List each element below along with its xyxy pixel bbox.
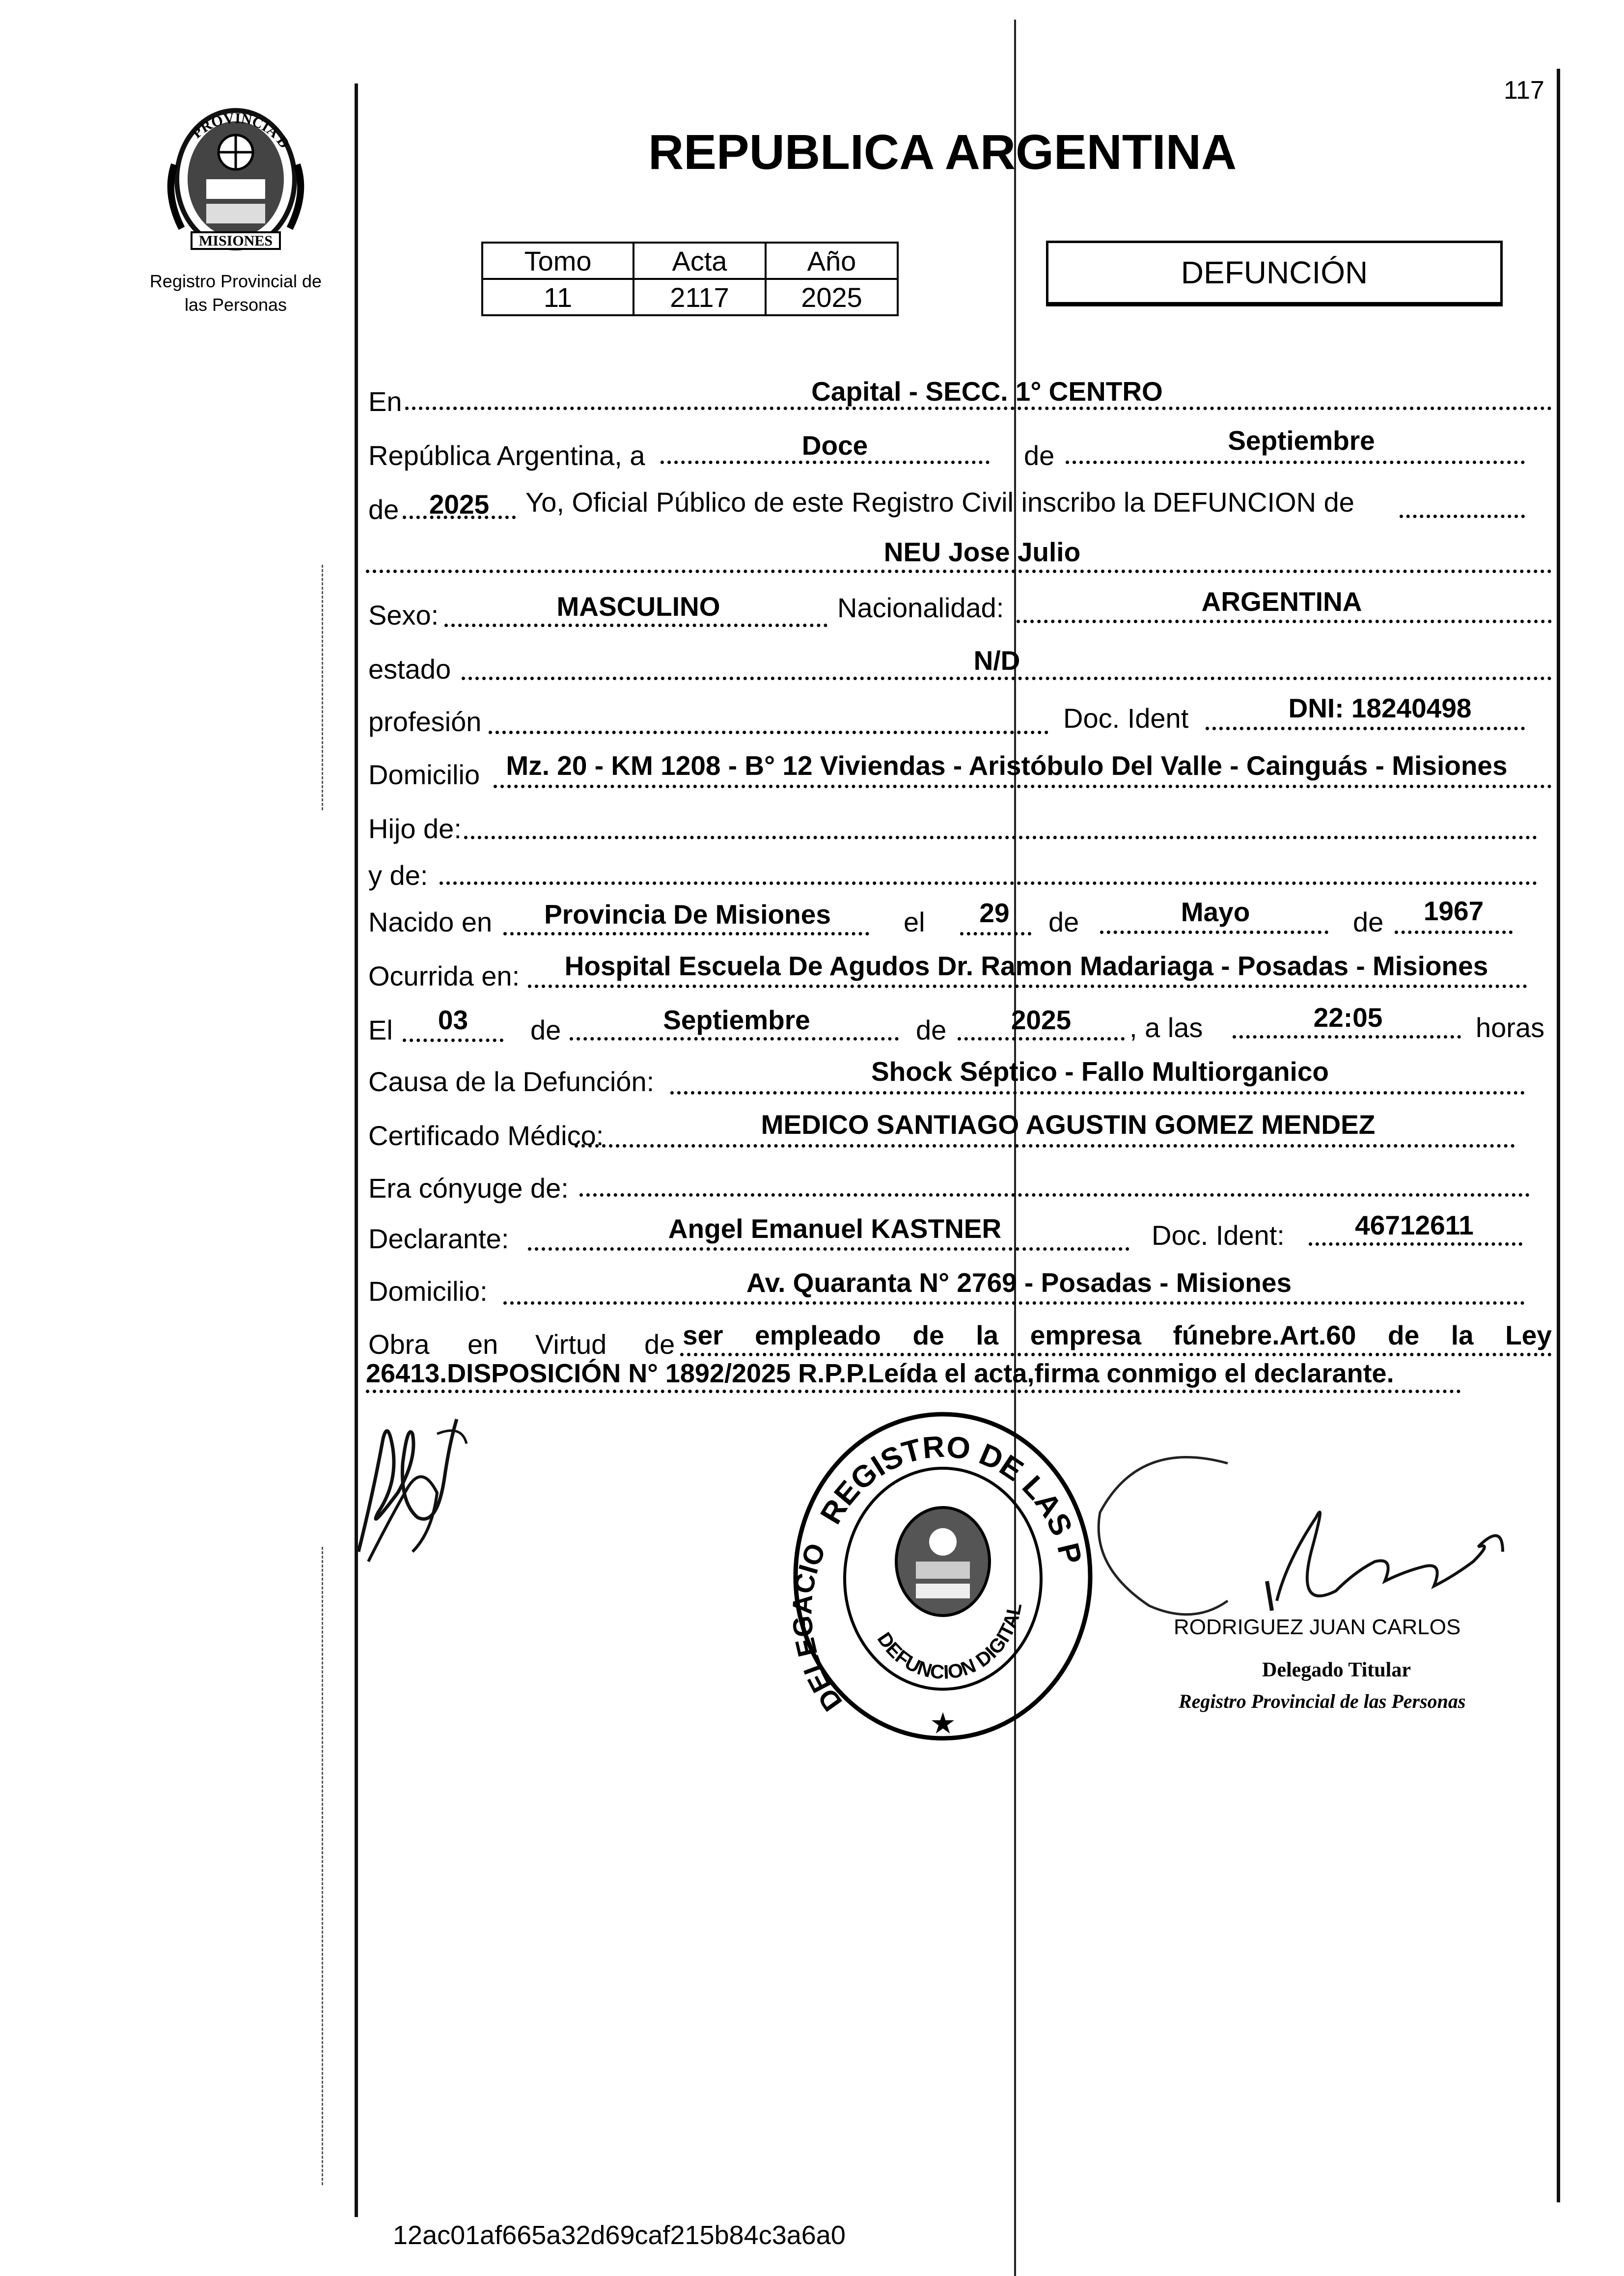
margin-mark bbox=[322, 565, 323, 810]
label-nacionalidad: Nacionalidad: bbox=[837, 592, 1004, 623]
label-declarante: Declarante: bbox=[368, 1223, 509, 1254]
field-line bbox=[958, 1037, 1125, 1041]
field-domicilio: Mz. 20 - KM 1208 - B° 12 Viviendas - Aristóbulo Del Valle - Cainguás - Misiones bbox=[506, 750, 1508, 781]
field-declarante-doc: 46712611 bbox=[1355, 1210, 1474, 1240]
label-intro: Yo, Oficial Público de este Registro Civil inscribo la DEFUNCION de bbox=[525, 487, 1354, 518]
label-certificado: Certificado Médico: bbox=[368, 1120, 604, 1151]
field-line bbox=[1400, 515, 1525, 518]
field-declarante: Angel Emanuel KASTNER bbox=[668, 1213, 1002, 1244]
ref-value-anio: 2025 bbox=[766, 279, 898, 315]
seal-bottom-text: MISIONES bbox=[198, 233, 273, 249]
field-line bbox=[1395, 931, 1513, 934]
field-obra-line2: 26413.DISPOSICIÓN N° 1892/2025 R.P.P.Leída el acta,firma conmigo el declarante. bbox=[366, 1359, 1394, 1388]
field-line bbox=[403, 1039, 503, 1042]
page-title: REPUBLICA ARGENTINA bbox=[648, 125, 1237, 180]
label-virtud: Virtud bbox=[535, 1329, 607, 1360]
reference-table bbox=[481, 242, 899, 316]
label-el-fecha: El bbox=[368, 1015, 393, 1045]
document-type-box bbox=[1046, 241, 1503, 306]
field-lugar: Capital - SECC. 1° CENTRO bbox=[811, 376, 1163, 407]
officer-name: RODRIGUEZ JUAN CARLOS bbox=[1174, 1615, 1461, 1639]
field-line bbox=[503, 1301, 1525, 1305]
label-de-nac-anio: de bbox=[1353, 906, 1384, 937]
right-margin-rule bbox=[1557, 69, 1560, 2202]
org-name-line2: las Personas bbox=[184, 295, 287, 315]
field-line bbox=[528, 1247, 1129, 1251]
field-line bbox=[960, 932, 1031, 935]
seal-top-text: PROVINCIA D bbox=[189, 110, 293, 152]
field-certificado: MEDICO SANTIAGO AGUSTIN GOMEZ MENDEZ bbox=[761, 1109, 1376, 1140]
page-number: 117 bbox=[1504, 76, 1544, 105]
field-declarante-domicilio: Av. Quaranta N° 2769 - Posadas - Misiones bbox=[746, 1267, 1292, 1298]
field-line bbox=[503, 932, 869, 935]
field-nac-dia: 29 bbox=[979, 898, 1010, 928]
officer-signature bbox=[1080, 1424, 1522, 1679]
label-profesion: profesión bbox=[368, 706, 482, 737]
field-sexo: MASCULINO bbox=[556, 591, 720, 622]
label-en: En bbox=[368, 386, 402, 417]
field-line bbox=[1017, 620, 1552, 623]
field-line bbox=[570, 1037, 899, 1041]
field-def-mes: Septiembre bbox=[663, 1005, 810, 1035]
field-line bbox=[1206, 727, 1525, 730]
label-el: el bbox=[904, 906, 925, 937]
stamp-ring-top: REGISTRO DE LAS P bbox=[814, 1429, 1088, 1568]
label-republica: República Argentina, a bbox=[368, 440, 645, 471]
field-line bbox=[464, 836, 1537, 839]
field-line bbox=[1100, 931, 1328, 934]
field-dni: DNI: 18240498 bbox=[1288, 693, 1472, 723]
field-line bbox=[1066, 461, 1525, 464]
field-nacionalidad: ARGENTINA bbox=[1201, 586, 1362, 617]
label-a-las: , a las bbox=[1129, 1012, 1203, 1043]
stamp-inner-text: DEFUNCION DIGITAL bbox=[873, 1601, 1026, 1684]
document-type: DEFUNCIÓN bbox=[1181, 255, 1368, 290]
field-line bbox=[528, 985, 1527, 988]
official-stamp bbox=[786, 1404, 1100, 1748]
label-nacido-en: Nacido en bbox=[368, 906, 493, 937]
label-doc-ident: Doc. Ident bbox=[1063, 703, 1189, 734]
field-line bbox=[440, 881, 1537, 885]
label-hijo-de: Hijo de: bbox=[368, 813, 462, 844]
margin-mark bbox=[322, 1547, 323, 2185]
officer-org: Registro Provincial de las Personas bbox=[1179, 1690, 1466, 1712]
field-line bbox=[405, 407, 1552, 410]
ref-value-tomo: 11 bbox=[482, 279, 633, 315]
label-conyuge: Era cónyuge de: bbox=[368, 1173, 569, 1204]
field-line bbox=[366, 570, 1552, 573]
field-line bbox=[462, 677, 1552, 680]
field-ocurrida-en: Hospital Escuela De Agudos Dr. Ramon Madariaga - Posadas - Misiones bbox=[564, 951, 1488, 981]
field-nac-anio: 1967 bbox=[1423, 896, 1484, 926]
label-causa: Causa de la Defunción: bbox=[368, 1066, 655, 1097]
label-de: de bbox=[1024, 440, 1055, 471]
label-obra: Obra bbox=[368, 1329, 430, 1360]
label-domicilio-declarante: Domicilio: bbox=[368, 1276, 488, 1307]
ref-value-acta: 2117 bbox=[633, 279, 766, 315]
officer-title: Delegado Titular bbox=[1262, 1659, 1411, 1681]
stamp-star: ★ bbox=[930, 1707, 956, 1740]
stamp-ring-left: DELEGACIO bbox=[786, 1538, 848, 1717]
label-horas: horas bbox=[1476, 1012, 1545, 1043]
label-de-nac-mes: de bbox=[1048, 906, 1079, 937]
field-anio: 2025 bbox=[429, 489, 490, 520]
field-line bbox=[661, 461, 990, 464]
field-causa: Shock Séptico - Fallo Multiorganico bbox=[871, 1056, 1329, 1087]
field-line bbox=[489, 731, 1048, 734]
field-nac-mes: Mayo bbox=[1181, 897, 1250, 927]
ref-header-acta: Acta bbox=[633, 243, 766, 279]
field-line bbox=[1309, 1242, 1522, 1246]
scan-fold-line bbox=[1014, 20, 1016, 2276]
label-de-def-anio: de bbox=[916, 1015, 947, 1045]
label-de-def-mes: de bbox=[530, 1015, 561, 1045]
field-def-anio: 2025 bbox=[1011, 1005, 1072, 1035]
ref-header-anio: Año bbox=[766, 243, 898, 279]
label-ocurrida-en: Ocurrida en: bbox=[368, 960, 520, 991]
declarant-signature bbox=[339, 1404, 496, 1571]
field-line bbox=[366, 1390, 1461, 1393]
label-domicilio: Domicilio bbox=[368, 759, 480, 790]
field-def-dia: 03 bbox=[438, 1005, 468, 1035]
label-sexo: Sexo: bbox=[368, 600, 439, 631]
field-line bbox=[494, 785, 1552, 788]
label-estado: estado bbox=[368, 654, 451, 685]
label-de-anio: de bbox=[368, 494, 399, 525]
field-line bbox=[575, 1144, 1515, 1148]
field-line bbox=[579, 1193, 1530, 1197]
field-line bbox=[670, 1091, 1525, 1095]
org-name-line1: Registro Provincial de bbox=[149, 271, 322, 291]
ref-header-tomo: Tomo bbox=[482, 243, 633, 279]
label-y-de: y de: bbox=[368, 860, 428, 891]
document-hash: 12ac01af665a32d69caf215b84c3a6a0 bbox=[393, 2221, 846, 2250]
field-line bbox=[444, 624, 827, 627]
field-line bbox=[680, 1353, 1552, 1356]
field-def-hora: 22:05 bbox=[1313, 1002, 1383, 1033]
label-de-obra: de bbox=[644, 1329, 675, 1360]
label-doc-ident-declarante: Doc. Ident: bbox=[1152, 1220, 1285, 1251]
label-en-obra: en bbox=[468, 1329, 498, 1360]
field-estado: N/D bbox=[973, 645, 1020, 676]
provincial-seal bbox=[162, 106, 309, 253]
field-nacido-en: Provincia De Misiones bbox=[544, 899, 831, 930]
field-obra-line1: ser empleado de la empresa fúnebre.Art.60 de la Ley bbox=[683, 1320, 1552, 1350]
field-mes: Septiembre bbox=[1228, 425, 1375, 456]
field-nombre: NEU Jose Julio bbox=[883, 537, 1081, 567]
left-margin-rule bbox=[355, 83, 358, 2217]
field-dia: Doce bbox=[801, 430, 868, 461]
field-line bbox=[1233, 1035, 1461, 1039]
